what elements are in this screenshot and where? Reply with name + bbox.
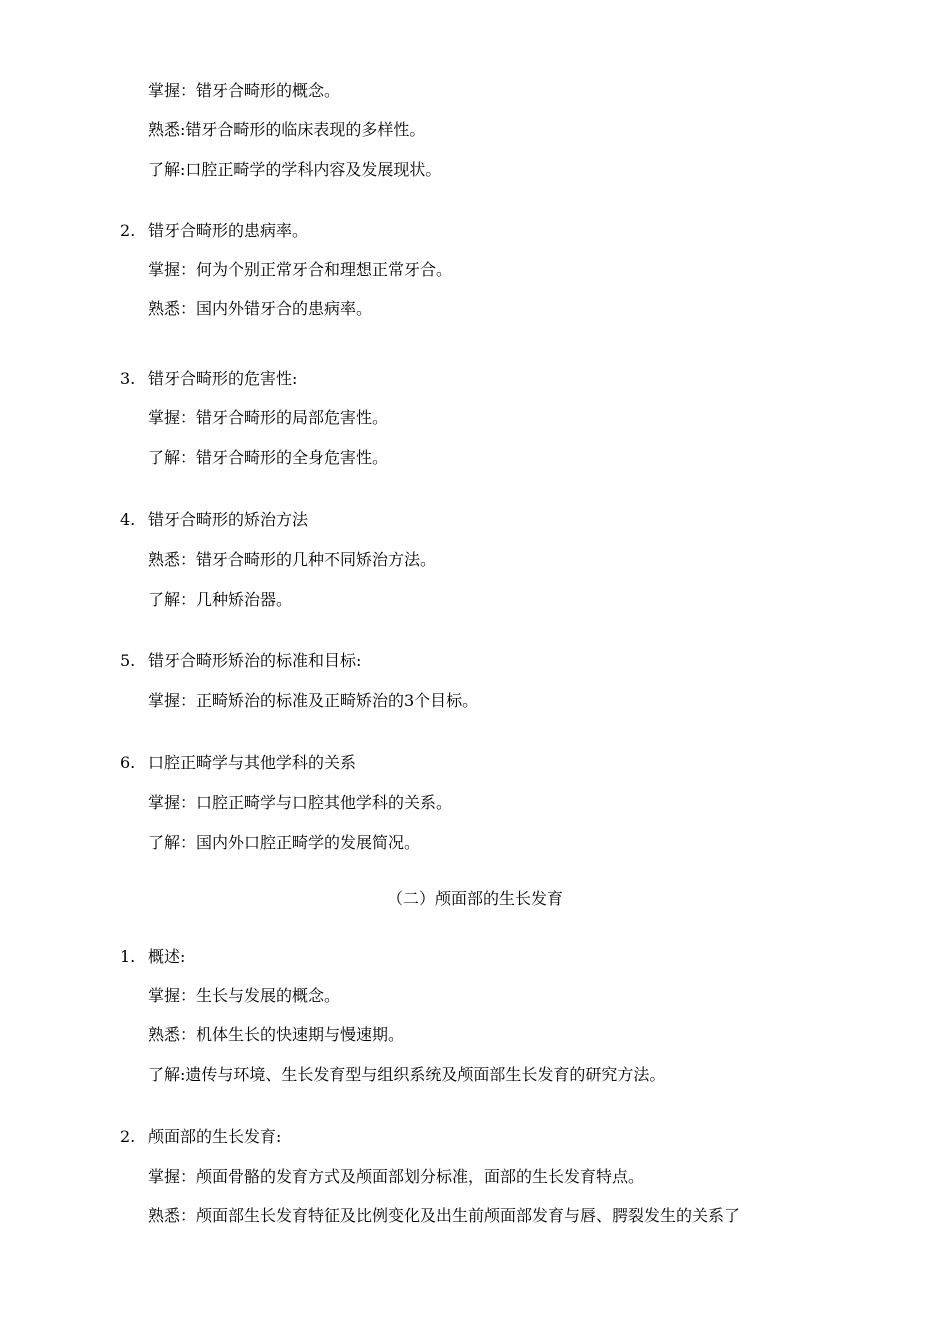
numbered-heading (120, 221, 308, 241)
heading-text: 口腔正畸学与其他学科的关系 (148, 753, 357, 772)
text-line: 掌握：生长与发展的概念。 (148, 986, 341, 1005)
text-line: 了解:口腔正畸学的学科内容及发展现状。 (148, 160, 442, 179)
text-line: 熟悉:错牙合畸形的临床表现的多样性。 (148, 120, 426, 139)
item-number: 5. (120, 651, 136, 670)
numbered-heading (120, 947, 185, 967)
text-line: 熟悉：国内外错牙合的患病率。 (148, 299, 373, 318)
item-number: 4. (120, 510, 136, 529)
text-line: 掌握：颅面骨骼的发育方式及颅面部划分标准，面部的生长发育特点。 (148, 1167, 645, 1186)
numbered-heading (120, 651, 361, 671)
heading-text: 错牙合畸形矫治的标准和目标: (148, 651, 362, 670)
text-line: 掌握：正畸矫治的标准及正畸矫治的3个目标。 (148, 691, 479, 710)
text-line: 掌握：错牙合畸形的局部危害性。 (148, 408, 389, 427)
heading-text: 错牙合畸形的危害性: (148, 369, 298, 388)
text-line: 熟悉：错牙合畸形的几种不同矫治方法。 (148, 550, 437, 569)
heading-text: 概述: (148, 947, 186, 966)
numbered-heading (120, 369, 297, 389)
section-heading: （二）颅面部的生长发育 (386, 889, 563, 908)
text-line: 掌握：口腔正畸学与口腔其他学科的关系。 (148, 793, 453, 812)
heading-text: 颅面部的生长发育: (148, 1127, 282, 1146)
heading-text: 错牙合畸形的矫治方法 (148, 510, 309, 529)
text-line: 掌握：错牙合畸形的概念。 (148, 81, 341, 100)
numbered-heading (120, 753, 356, 773)
item-number: 2. (120, 1127, 136, 1146)
text-line: 了解：几种矫治器。 (148, 590, 293, 609)
text-line: 熟悉：机体生长的快速期与慢速期。 (148, 1025, 405, 1044)
text-line: 了解：国内外口腔正畸学的发展简况。 (148, 833, 421, 852)
item-number: 6. (120, 753, 136, 772)
numbered-heading (120, 510, 308, 530)
heading-text: 错牙合畸形的患病率。 (148, 221, 309, 240)
text-line: 掌握：何为个别正常牙合和理想正常牙合。 (148, 260, 453, 279)
text-line: 了解:遗传与环境、生长发育型与组织系统及颅面部生长发育的研究方法。 (148, 1065, 666, 1084)
item-number: 2. (120, 221, 136, 240)
text-line: 了解：错牙合畸形的全身危害性。 (148, 448, 389, 467)
item-number: 1. (120, 947, 136, 966)
text-line: 熟悉：颅面部生长发育特征及比例变化及出生前颅面部发育与唇、腭裂发生的关系了 (148, 1206, 741, 1225)
numbered-heading (120, 1127, 281, 1147)
item-number: 3. (120, 369, 136, 388)
